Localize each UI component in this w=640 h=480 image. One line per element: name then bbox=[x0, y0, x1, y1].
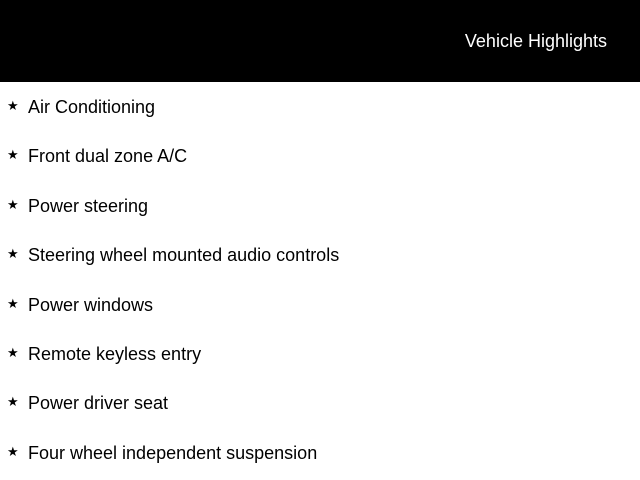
list-item bbox=[0, 181, 640, 230]
list-item bbox=[0, 378, 640, 427]
star-icon: ★ bbox=[7, 295, 19, 311]
feature-list bbox=[0, 82, 640, 477]
feature-label: Steering wheel mounted audio controls bbox=[28, 245, 340, 266]
list-item bbox=[0, 329, 640, 378]
feature-label: Power steering bbox=[28, 195, 149, 216]
star-icon: ★ bbox=[7, 196, 19, 212]
list-item bbox=[0, 131, 640, 180]
feature-label: Power windows bbox=[28, 294, 154, 315]
star-icon: ★ bbox=[7, 246, 19, 262]
list-item bbox=[0, 280, 640, 329]
feature-label: Air Conditioning bbox=[28, 97, 156, 117]
star-icon: ★ bbox=[7, 98, 19, 113]
feature-label: Four wheel independent suspension bbox=[28, 442, 318, 463]
star-icon: ★ bbox=[7, 147, 19, 163]
list-item bbox=[0, 428, 640, 477]
star-icon: ★ bbox=[7, 344, 19, 360]
feature-label: Front dual zone A/C bbox=[28, 146, 188, 167]
feature-label: Remote keyless entry bbox=[28, 343, 202, 364]
star-icon: ★ bbox=[7, 443, 19, 459]
list-item bbox=[0, 82, 640, 131]
list-item bbox=[0, 230, 640, 279]
header-bar bbox=[0, 0, 640, 82]
star-icon: ★ bbox=[7, 394, 19, 410]
feature-label: Power driver seat bbox=[28, 393, 169, 414]
page-title: Vehicle Highlights bbox=[464, 31, 607, 51]
